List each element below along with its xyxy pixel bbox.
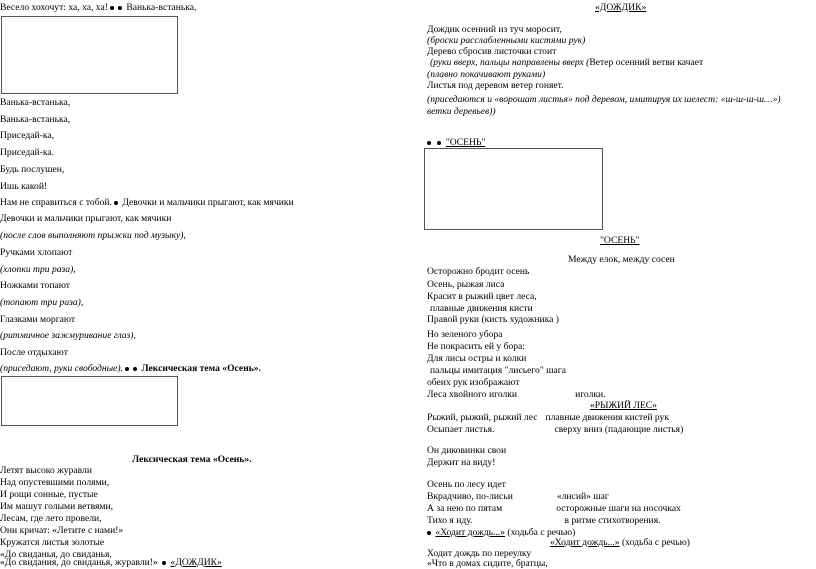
line: Осторожно бродит осень	[427, 266, 530, 277]
bullet-icon	[114, 201, 118, 205]
line: Лесам, где лето провели,	[0, 513, 102, 524]
line: Ходит дождь по переулку	[427, 548, 532, 559]
line: обеих рук изображают	[427, 377, 520, 388]
section-title: "ОСЕНЬ"	[600, 235, 640, 246]
bullet-icon	[110, 6, 114, 10]
line: «Ходит дождь...» (ходьба с речью)	[550, 537, 690, 548]
line: Ванька-встанька,	[0, 114, 71, 125]
line: Будь послушен,	[0, 164, 65, 175]
line: «До свидания, до свиданья, журавли!» «ДОЖДИК»	[0, 557, 222, 568]
bullet-icon	[118, 6, 122, 10]
line: Тихо я иду. в ритме стихотворения.	[427, 515, 661, 526]
section-title: «РЫЖИЙ ЛЕС»	[590, 400, 657, 411]
line: Приседай-ка.	[0, 147, 55, 158]
line: Над опустевшими полями,	[0, 477, 110, 488]
line: Правой руки (кисть художника )	[427, 314, 559, 325]
epigraph: Между елок, между сосен	[568, 254, 675, 265]
line: Дерево сбросив листочки стоит	[427, 46, 557, 57]
image-placeholder	[1, 376, 178, 426]
line: Они кричат: «Летите с нами!»	[0, 525, 124, 536]
line: Ванька-встанька,	[0, 97, 71, 108]
line: Девочки и мальчики прыгают, как мячики	[0, 213, 172, 224]
line: Глазками моргают	[0, 314, 76, 325]
line: (приседают, руки свободные). Лексическая тема «Осень».	[0, 363, 261, 374]
section-title: «ДОЖДИК»	[595, 2, 647, 13]
bullet-icon	[427, 141, 431, 145]
line: Им машут голыми ветвями,	[0, 501, 113, 512]
line: Леса хвойного иголки иголки.	[427, 389, 606, 400]
line: «Ходит дождь...» (ходьба с речью)	[425, 527, 575, 538]
line: ветки деревьев))	[427, 106, 496, 117]
line: Осень, рыжая лиса	[427, 279, 505, 290]
bullet-icon	[437, 141, 441, 145]
line: А за нею по пятам осторожные шаги на носочках	[427, 503, 681, 514]
bullet-icon	[162, 561, 166, 565]
line: (после слов выполняют прыжки под музыку),	[0, 230, 186, 241]
line: Держит на виду!	[427, 457, 496, 468]
line: И рощи сонные, пустые	[0, 489, 98, 500]
line: Он диковинки свои	[427, 445, 507, 456]
line: (хлопки три раза),	[0, 264, 76, 275]
walk-link[interactable]: «Ходит дождь...»	[435, 527, 505, 538]
line: Нам не справиться с тобой. Девочки и мальчики прыгают, как мячики	[0, 197, 294, 208]
line: (руки вверх, пальцы направлены вверх (Ветер осенний ветви качает	[430, 57, 704, 68]
line: Весело хохочут: ха, ха, ха! Ванька-встанька,	[0, 2, 197, 13]
line: Летят высоко журавли	[0, 465, 92, 476]
bullet-icon	[125, 367, 129, 371]
line: Не покрасить ей у бора:	[427, 341, 525, 352]
line: «Что в домах сидите, братцы,	[427, 558, 548, 569]
line: Дождик осенний из туч моросит,	[427, 24, 562, 35]
line: Красит в рыжий цвет леса,	[427, 291, 537, 302]
line: Ишь какой!	[0, 181, 48, 192]
bullet-icon	[427, 531, 431, 535]
line: Для лисы остры и колки	[427, 353, 527, 364]
line: "ОСЕНЬ"	[425, 137, 485, 148]
line: Рыжий, рыжий, рыжий лес плавные движения кистей рук	[427, 412, 669, 423]
line: Приседай-ка,	[0, 130, 55, 141]
line: Ножками топают	[0, 280, 70, 291]
line: пальцы имитация "лисьего" шага	[430, 365, 566, 376]
line: (приседаются и «ворошат листья» под деревом, имитируя их шелест: «ш-ш-ш-ш…»)	[427, 94, 781, 105]
line: (ритмичное зажмуривание глаз),	[0, 330, 136, 341]
line: (броски расслабленными кистями рук)	[427, 35, 586, 46]
walk-link[interactable]: «Ходит дождь...»	[550, 537, 620, 548]
line: Кружатся листья золотые	[0, 537, 105, 548]
bullet-icon	[133, 367, 137, 371]
line: Но зеленого убора	[427, 329, 503, 340]
line: плавные движения кисти	[430, 303, 533, 314]
line: После отдыхают	[0, 347, 68, 358]
line: Осень по лесу идет	[427, 479, 506, 490]
heading: Лексическая тема «Осень».	[132, 454, 252, 465]
image-placeholder	[424, 148, 603, 230]
image-placeholder	[1, 16, 178, 94]
line: «До свиданья, до свиданья,	[0, 549, 112, 560]
line: Листья под деревом ветер гоняет.	[427, 80, 564, 91]
line: (плавно покачивают руками)	[427, 69, 546, 80]
line: Ручками хлопают	[0, 247, 73, 258]
line: Вкрадчиво, по-лисьи «лисий» шаг	[427, 491, 609, 502]
line: Осыпает листья. сверху вниз (падающие листья)	[427, 424, 684, 435]
line: (топают три раза),	[0, 297, 84, 308]
